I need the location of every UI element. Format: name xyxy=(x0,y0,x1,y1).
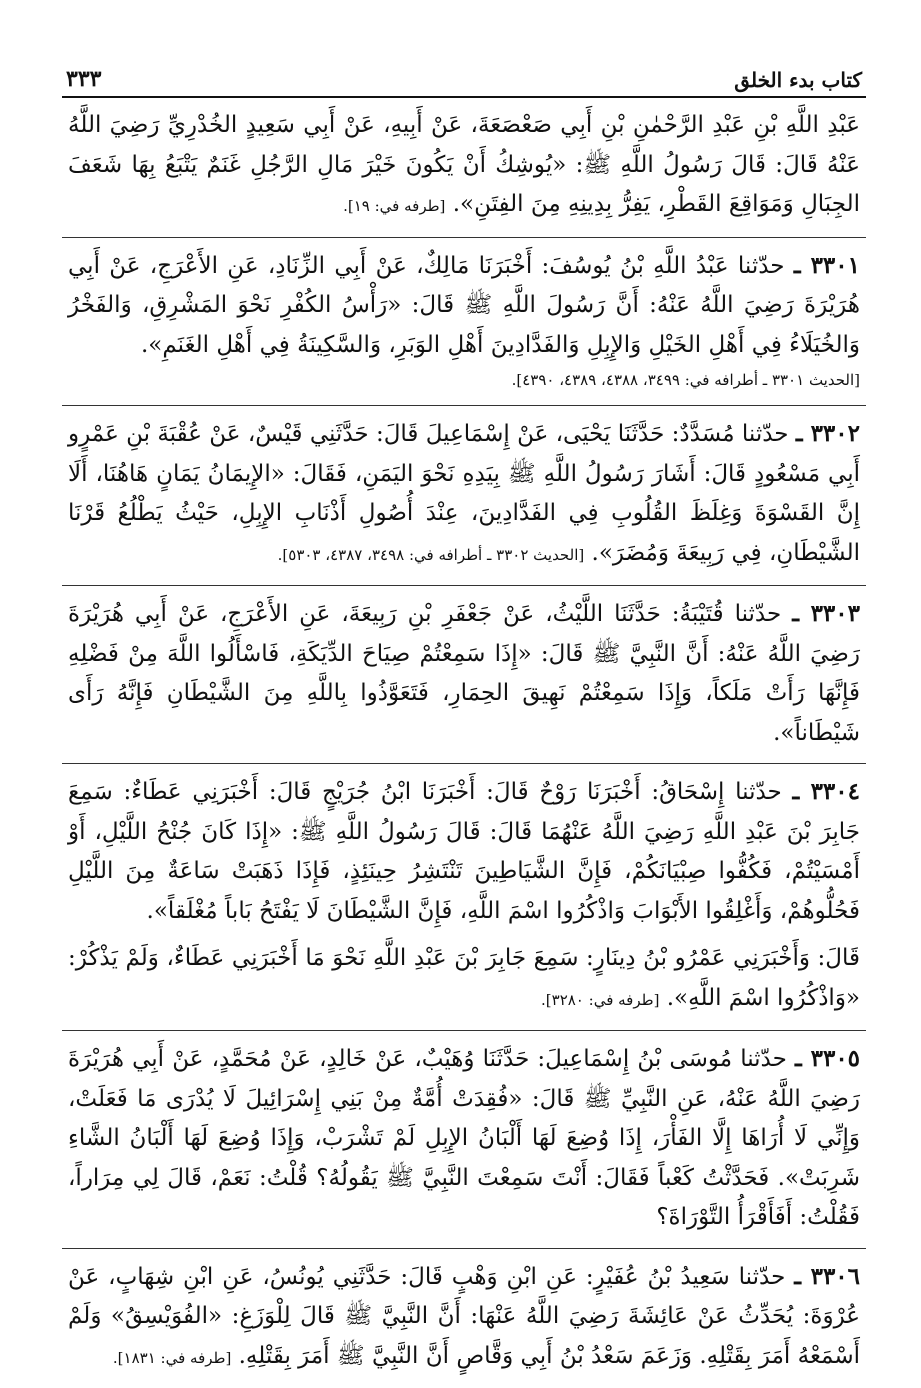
hadith-number: ٣٣٠٢ ـ xyxy=(796,420,860,447)
hadith-text: قَالَ: وَأَخْبَرَنِي عَمْرُو بْنُ دِينَارٍ: سَمِعَ جَابِرَ بْنَ عَبْدِ اللَّهِ نَحْوَ مَا أَخْبَرَنِي عَطَاءٌ، وَلَمْ يَذْكُرْ: «وَاذْكُرُوا اسْمَ اللَّهِ». xyxy=(68,945,860,1011)
hadith-paragraph xyxy=(68,106,860,227)
hadith-text: حدّثنا مُوسَى بْنُ إِسْمَاعِيلَ: حَدَّثَنَا وُهَيْبٌ، عَنْ خَالِدٍ، عَنْ مُحَمَّدٍ، عَنْ أَبِي هُرَيْرَةَ رَضِيَ اللَّهُ عَنْهُ، عَنِ النَّبِيِّ ﷺ قَالَ: «فُقِدَتْ أُمَّةٌ مِنْ بَنِي إِسْرَائِيلَ لَا يُدْرَى مَا فَعَلَتْ، وَإِنِّي لَا أُرَاهَا إِلَّا الفَأْرَ، إِذَا وُضِعَ لَهَا أَلْبَانُ الإِبِلِ لَمْ تَشْرَبْ، وَإِذَا وُضِعَ لَهَا أَلْبَانُ الشَّاءِ شَرِبَتْ». فَحَدَّثْتُ كَعْباً فَقَالَ: أَنْتَ سَمِعْتَ النَّبِيَّ ﷺ يَقُولُهُ؟ قُلْتُ: نَعَمْ، قَالَ لِي مِرَاراً، فَقُلْتُ: أَفَأَقْرَأُ التَّوْرَاةَ؟ xyxy=(68,1046,860,1230)
book-page xyxy=(62,52,866,1388)
hadith-block xyxy=(62,98,866,238)
hadith-paragraph xyxy=(68,246,860,366)
hadith-block xyxy=(62,586,866,764)
hadith-number: ٣٣٠٦ ـ xyxy=(794,1263,860,1290)
hadith-paragraph xyxy=(68,772,860,931)
hadith-text: حدّثنا إِسْحَاقُ: أَخْبَرَنَا رَوْحٌ قَالَ: أَخْبَرَنَا ابْنُ جُرَيْجٍ قَالَ: أَخْبَرَنِي عَطَاءٌ: سَمِعَ جَابِرَ بْنَ عَبْدِ اللَّهِ رَضِيَ اللَّهُ عَنْهُمَا قَالَ: قَالَ رَسُولُ اللَّهِ ﷺ: «إِذَا كَانَ جُنْحُ اللَّيْلِ، أَوْ أَمْسَيْتُمْ، فَكُفُّوا صِبْيَانَكُمْ، فَإِنَّ الشَّيَاطِينَ تَنْتَشِرُ حِينَئِذٍ، فَإِذَا ذَهَبَتْ سَاعَةٌ مِنَ اللَّيْلِ فَحُلُّوهُمْ، وَأَغْلِقُوا الأَبْوَابَ وَاذْكُرُوا اسْمَ اللَّهِ، فَإِنَّ الشَّيْطَانَ لَا يَفْتَحُ بَاباً مُغْلَقاً». xyxy=(68,779,860,924)
hadith-number: ٣٣٠٤ ـ xyxy=(792,778,860,805)
hadith-text: حدّثنا مُسَدَّدٌ: حَدَّثَنَا يَحْيَى، عَنْ إِسْمَاعِيلَ قَالَ: حَدَّثَنِي قَيْسٌ، عَنْ عُقْبَةَ بْنِ عَمْرٍو أَبِي مَسْعُودٍ قَالَ: أَشَارَ رَسُولُ اللَّهِ ﷺ بِيَدِهِ نَحْوَ اليَمَنِ، فَقَالَ: «الإِيمَانُ يَمَانٍ هَاهُنَا، أَلَا إِنَّ القَسْوَةَ وَغِلَظَ القُلُوبِ فِي الفَدَّادِينَ، عِنْدَ أُصُولِ أَذْنَابِ الإِبِلِ، حَيْثُ يَطْلُعُ قَرْنَا الشَّيْطَانِ، فِي رَبِيعَةَ وَمُضَرَ». xyxy=(68,421,860,566)
hadith-reference: [طرفه في: ١٩]. xyxy=(343,197,445,215)
hadith-text: حدّثنا عَبْدُ اللَّهِ بْنُ يُوسُفَ: أَخْبَرَنَا مَالِكٌ، عَنْ أَبِي الزِّنَادِ، عَنِ الأَعْرَجِ، عَنْ أَبِي هُرَيْرَةَ رَضِيَ اللَّهُ عَنْهُ: أَنَّ رَسُولَ اللَّهِ ﷺ قَالَ: «رَأْسُ الكُفْرِ نَحْوَ المَشْرِقِ، وَالفَخْرُ وَالخُيَلَاءُ فِي أَهْلِ الخَيْلِ وَالإِبِلِ وَالفَدَّادِينَ أَهْلِ الوَبَرِ، وَالسَّكِينَةُ فِي أَهْلِ الغَنَمِ». xyxy=(68,253,860,358)
hadith-number: ٣٣٠١ ـ xyxy=(794,252,860,279)
hadith-paragraph xyxy=(68,1257,860,1379)
hadith-block xyxy=(62,238,866,407)
hadith-block xyxy=(62,1249,866,1388)
hadith-number: ٣٣٠٣ ـ xyxy=(792,600,860,627)
hadith-block xyxy=(62,1031,866,1249)
page-header xyxy=(62,52,866,98)
hadith-text: عَبْدِ اللَّهِ بْنِ عَبْدِ الرَّحْمٰنِ بْنِ أَبِي صَعْصَعَةَ، عَنْ أَبِيهِ، عَنْ أَبِي سَعِيدٍ الخُدْرِيِّ رَضِيَ اللَّهُ عَنْهُ قَالَ: قَالَ رَسُولُ اللَّهِ ﷺ: «يُوشِكُ أَنْ يَكُونَ خَيْرَ مَالِ الرَّجُلِ غَنَمٌ يَتْبَعُ بِهَا شَعَفَ الجِبَالِ وَمَوَاقِعَ القَطْرِ، يَفِرُّ بِدِينِهِ مِنَ الفِتَنِ». xyxy=(68,112,860,217)
hadith-block xyxy=(62,406,866,586)
hadith-paragraph-continued xyxy=(68,939,860,1020)
hadith-block xyxy=(62,764,866,1031)
hadith-paragraph xyxy=(68,594,860,753)
hadith-text: حدّثنا سَعِيدُ بْنُ عُفَيْرٍ: عَنِ ابْنِ وَهْبٍ قَالَ: حَدَّثَنِي يُونُسُ، عَنِ ابْنِ شِهَابٍ، عَنْ عُرْوَةَ: يُحَدِّثُ عَنْ عَائِشَةَ رَضِيَ اللَّهُ عَنْهَا: أَنَّ النَّبِيَّ ﷺ قَالَ لِلْوَزَغِ: «الفُوَيْسِقُ» وَلَمْ أَسْمَعْهُ أَمَرَ بِقَتْلِهِ. وَزَعَمَ سَعْدُ بْنُ أَبِي وَقَّاصٍ أَنَّ النَّبِيَّ ﷺ أَمَرَ بِقَتْلِهِ. xyxy=(68,1264,860,1369)
chapter-title: كتاب بدء الخلق xyxy=(734,68,862,92)
hadith-reference: [الحديث ٣٣٠٢ ـ أطرافه في: ٣٤٩٨، ٤٣٨٧، ٥٣٠٣]. xyxy=(278,546,585,564)
hadith-reference: [طرفه في: ١٨٣١]. xyxy=(113,1349,231,1367)
hadith-reference: [طرفه في: ٣٢٨٠]. xyxy=(541,991,659,1009)
hadith-number: ٣٣٠٥ ـ xyxy=(795,1045,860,1072)
hadith-text: حدّثنا قُتَيْبَةُ: حَدَّثَنَا اللَّيْثُ، عَنْ جَعْفَرِ بْنِ رَبِيعَةَ، عَنِ الأَعْرَجِ، عَنْ أَبِي هُرَيْرَةَ رَضِيَ اللَّهُ عَنْهُ: أَنَّ النَّبِيَّ ﷺ قَالَ: «إِذَا سَمِعْتُمْ صِيَاحَ الدِّيَكَةِ، فَاسْأَلُوا اللَّهَ مِنْ فَضْلِهِ فَإِنَّهَا رَأَتْ مَلَكاً، وَإِذَا سَمِعْتُمْ نَهِيقَ الحِمَارِ، فَتَعَوَّذُوا بِاللَّهِ مِنَ الشَّيْطَانِ فَإِنَّهُ رَأَى شَيْطَاناً». xyxy=(68,601,860,746)
hadith-paragraph xyxy=(68,1039,860,1238)
page-number: ٣٣٣ xyxy=(66,66,101,92)
hadith-paragraph xyxy=(68,414,860,575)
hadith-reference: [الحديث ٣٣٠١ ـ أطرافه في: ٣٤٩٩، ٤٣٨٨، ٤٣٨٩، ٤٣٩٠]. xyxy=(68,365,860,395)
